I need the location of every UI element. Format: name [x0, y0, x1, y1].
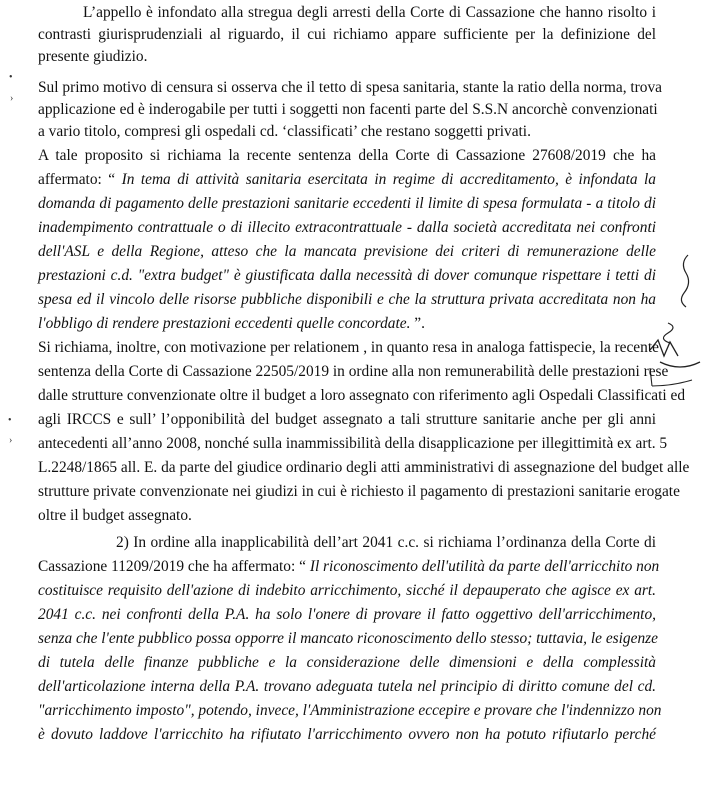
body-text: Sul primo motivo di censura si osserva che il tetto di spesa sanitaria, stante la ratio della norma, trova — [38, 79, 663, 96]
margin-scribble-1 — [681, 255, 688, 307]
text-line — [38, 700, 662, 722]
quoted-text: l'obbligo di rendere prestazioni eccedenti quelle concordate. — [38, 315, 411, 332]
text-line — [38, 433, 668, 455]
text-line — [38, 289, 656, 311]
text-line — [38, 457, 690, 479]
quoted-text: è dovuto laddove l'arricchito ha rifiutato l'arricchimento ovvero non ha potuto rifiutarlo perché — [38, 726, 656, 743]
quoted-text: spesa ed il vincolo delle risorse pubbliche disponibili e che la struttura privata accreditata non ha — [38, 291, 656, 308]
margin-scribble-2 — [663, 323, 673, 343]
text-line — [83, 2, 656, 24]
quoted-text: "arricchimento imposto", potendo, invece, l'Amministrazione eccepire e provare che l'indennizzo non — [38, 702, 662, 719]
body-text: 2) In ordine alla inapplicabilità dell’art 2041 c.c. si richiama l’ordinanza della Corte di — [116, 534, 656, 551]
quoted-text: inadempimento contrattuale o di illecito extracontrattuale - dalla società accreditata nei confronti — [38, 219, 656, 236]
quoted-text: di tutela delle finanze pubbliche e la considerazione delle dimensioni e della complessità — [38, 654, 656, 671]
text-line — [116, 532, 656, 554]
body-text: antecedenti all’anno 2008, nonché sulla inammissibilità della disapplicazione per illegittimità ex art. 5 — [38, 435, 668, 452]
body-text: L.2248/1865 all. E. da parte del giudice ordinario degli atti amministrativi di assegnazione del budget alle — [38, 459, 690, 476]
body-text: ”. — [410, 315, 425, 332]
text-line — [38, 24, 656, 46]
text-line — [38, 556, 660, 578]
margin-mark: • — [8, 415, 12, 426]
text-line — [38, 121, 656, 143]
text-line — [38, 652, 656, 674]
margin-mark: › — [10, 93, 14, 104]
body-text: applicazione ed è inderogabile per tutti i soggetti non facenti parte del S.S.N ancorchè convenzionati — [38, 101, 658, 118]
text-line — [38, 724, 656, 746]
quoted-text: dell'articolazione interna della P.A. trovano adeguata tutela nel principio di diritto comune del cd. — [38, 678, 656, 695]
margin-mark: • — [9, 72, 13, 83]
text-line — [38, 46, 656, 68]
quoted-text: Il riconoscimento dell'utilità da parte dell'arricchito non — [309, 558, 660, 575]
body-text: oltre il budget assegnato. — [38, 507, 192, 524]
margin-mark: › — [9, 435, 13, 446]
text-line — [38, 99, 656, 121]
text-line — [38, 145, 656, 167]
quoted-text: costituisce requisito dell'azione di indebito arricchimento, sicché il depauperato che agisce ex art. — [38, 582, 656, 599]
body-text: a vario titolo, compresi gli ospedali cd. ‘classificati’ che restano soggetti privati. — [38, 123, 531, 140]
text-line — [38, 77, 663, 99]
text-line — [38, 409, 656, 431]
text-line — [38, 481, 680, 503]
text-line — [38, 361, 669, 383]
body-text: presente giudizio. — [38, 48, 148, 65]
body-text: affermato: “ — [38, 171, 122, 188]
body-text: contrasti giurisprudenziali al riguardo, il cui richiamo appare sufficiente per la definizione del — [38, 26, 656, 43]
quoted-text: senza che l'ente pubblico possa opporre il mancato riconoscimento dello stesso; tuttavia, le esigenze — [38, 630, 658, 647]
text-line — [38, 217, 656, 239]
text-line — [38, 604, 656, 626]
body-text: strutture private convenzionate nei giudizi in cui è richiesto il pagamento di prestazioni sanitarie erogate — [38, 483, 680, 500]
quoted-text: domanda di pagamento delle prestazioni sanitarie eccedenti il limite di spesa formulata - a titolo di — [38, 195, 656, 212]
body-text: dalle strutture convenzionate oltre il budget a loro assegnato con riferimento agli Ospedali Classificati ed — [38, 387, 686, 404]
body-text: sentenza della Corte di Cassazione 22505/2019 in ordine alla non remunerabilità delle prestazioni rese — [38, 363, 669, 380]
body-text: Si richiama, inoltre, con motivazione per relationem , in quanto resa in analoga fattispecie, la recente — [38, 339, 659, 356]
quoted-text: In tema di attività sanitaria esercitata in regime di accreditamento, è infondata la — [121, 171, 656, 188]
body-text: A tale proposito si richiama la recente sentenza della Corte di Cassazione 27608/2019 che ha — [38, 147, 656, 164]
text-line — [38, 265, 656, 287]
quoted-text: prestazioni c.d. "extra budget" è giustificata dalla necessità di dover comunque rispettare i tetti di — [38, 267, 656, 284]
body-text: L’appello è infondato alla stregua degli arresti della Corte di Cassazione che hanno risolto i — [83, 4, 656, 21]
text-line — [38, 169, 656, 191]
text-line — [38, 385, 686, 407]
quoted-text: dell'ASL e della Regione, atteso che la mancata previsione dei criteri di remunerazione delle — [38, 243, 656, 260]
body-text: agli IRCCS e sull’ l’opponibilità del budget assegnato a tali strutture sanitarie anche per gli anni — [38, 411, 656, 428]
text-line — [38, 241, 656, 263]
quoted-text: 2041 c.c. nei confronti della P.A. ha solo l'onere di provare il fatto oggettivo dell'arricchimento, — [38, 606, 656, 623]
text-line — [38, 193, 656, 215]
text-line — [38, 580, 656, 602]
text-line — [38, 313, 656, 335]
text-line — [38, 505, 656, 527]
text-line — [38, 628, 656, 650]
text-line — [38, 676, 656, 698]
body-text: Cassazione 11209/2019 che ha affermato: “ — [38, 558, 310, 575]
text-line — [38, 337, 659, 359]
